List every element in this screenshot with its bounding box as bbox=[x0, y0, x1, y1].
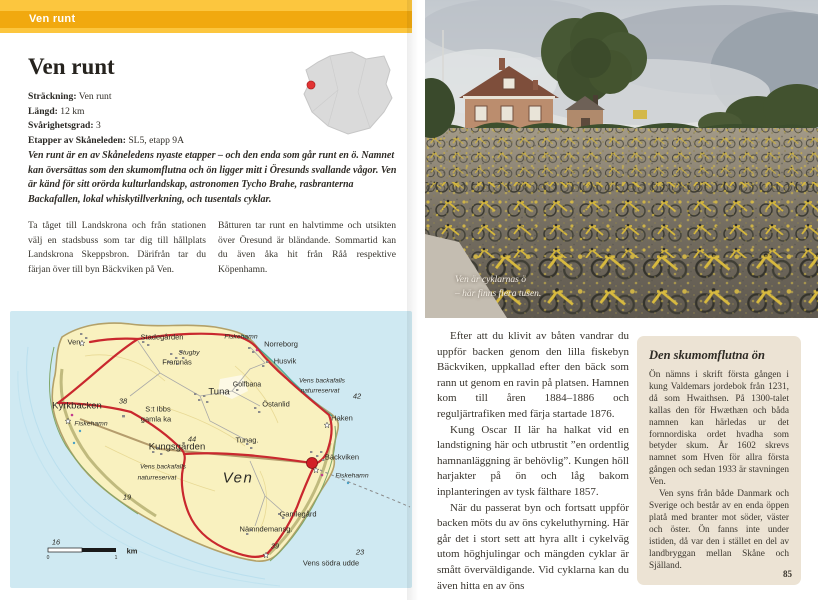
locator-map bbox=[300, 50, 396, 140]
map-labels bbox=[10, 311, 412, 588]
fact-label: Etapper av Skåneleden: bbox=[28, 134, 126, 146]
sidebar-paragraph: Ön nämns i skrift första gången i kung Valdemars jordebok från 1231, då som Hwaithsen. På 1300-talet kallas den för Hwæthæn och båda namnen kan härledas ur det fornnordiska ordet hvadha som betyder skum. År 1602 skrevs namnet som Hven för allra första gången och sedan 1933 är stavningen Ven. bbox=[649, 370, 789, 488]
map-label: 23 bbox=[355, 547, 365, 557]
map-label: Kungsgården bbox=[148, 441, 206, 453]
map-label: Fiskehamn bbox=[74, 420, 108, 428]
page-title: Ven runt bbox=[28, 54, 115, 79]
fact-value: Ven runt bbox=[78, 91, 112, 102]
sidebar-title: Den skumomflutna ön bbox=[649, 348, 766, 362]
page-number: 85 bbox=[783, 569, 792, 579]
map-label: Vens backafalls bbox=[299, 377, 345, 385]
map-label: naturreservat bbox=[137, 474, 177, 482]
map-label: Tunag. bbox=[235, 435, 259, 445]
fact-row bbox=[28, 119, 184, 134]
map-label: Kyrkbacken bbox=[52, 400, 102, 412]
locator-svg bbox=[300, 50, 396, 140]
map-label: Ven bbox=[222, 469, 254, 487]
photo-caption bbox=[455, 274, 541, 301]
map-label: Ven bbox=[67, 337, 81, 347]
caption-line-1: Ven är cyklarnas ö bbox=[455, 275, 526, 285]
parasol bbox=[633, 110, 647, 119]
header-band bbox=[0, 0, 412, 33]
header-strip bbox=[0, 11, 412, 28]
text-column-1: Ta tåget till Landskrona och från stationen välj en stadsbuss som tar dig till hållplats Landskrona Skeppsbron. Därifrån tar du färjan över till byn Bäckviken på Ven. bbox=[28, 220, 206, 275]
map-label: Vens södra udde bbox=[302, 558, 360, 568]
text-column-2: Båtturen tar runt en halvtimme och utsikten över Öresund är bländande. Sommartid kan du även åka hit från Råå respektive Köpenhamn. bbox=[218, 220, 396, 275]
map-label: 1 bbox=[114, 555, 118, 561]
map-label: Gamlegård bbox=[279, 509, 317, 519]
map-label: Haken bbox=[331, 413, 353, 423]
map-label: Tuna bbox=[208, 386, 230, 398]
island-map bbox=[10, 311, 412, 588]
fact-row bbox=[28, 134, 184, 149]
map-label: 38 bbox=[118, 396, 128, 406]
map-label: Fiskehamn bbox=[224, 333, 258, 341]
header-label: Ven runt bbox=[29, 13, 76, 25]
fact-label: Svårighetsgrad: bbox=[28, 120, 94, 132]
location-dot bbox=[307, 81, 315, 89]
body-paragraph: Efter att du klivit av båten vandrar du uppför backen genom den lilla fiskebyn Bäckviken, uppkallad efter den bäck som rann ut genom en ravin på platsen. Hamnen kom till åren 1884–1886 och reguljärtrafiken med färja startade 1876. bbox=[437, 330, 629, 420]
caption-line-2: – här finns flera tusen. bbox=[455, 288, 542, 299]
map-label: Vens backafalls bbox=[140, 463, 186, 471]
body-paragraph: När du passerat byn och fortsatt uppför backen möts du av öns cykeluthyrning. Här går det i stort sett att hyra allt i cykelväg utom höghjulingar och mängden cyklar är smått överväldigande. Vid cyklarna kan du även hitta en av öns bbox=[437, 501, 629, 592]
map-label: gamla ka bbox=[140, 414, 172, 424]
map-label: Fiskehamn bbox=[335, 472, 369, 480]
fact-row bbox=[28, 90, 184, 105]
fact-label: Längd: bbox=[28, 105, 58, 117]
map-label: Stadegården bbox=[140, 332, 184, 342]
map-label: S:t Ibbs bbox=[145, 404, 171, 414]
map-label: 44 bbox=[187, 434, 197, 444]
map-label: 39 bbox=[270, 541, 280, 551]
map-label: km bbox=[126, 546, 138, 556]
intro-paragraph: Ven runt är en av Skåneledens nyaste etapper – och den enda som går runt en ö. Namnet kan översättas som den skumomflutna och ön ligger mitt i Öresunds svallande vågor. Ven är känd för sitt orörda kulturlandskap, astronomen Tycho Brahe, rasbranterna Backafallen, lokal whiskytillverkning, och tusentals cyklar. bbox=[28, 150, 397, 205]
map-label: Östanlid bbox=[262, 399, 290, 409]
fact-row bbox=[28, 105, 184, 120]
map-label: 16 bbox=[51, 537, 61, 547]
map-label: Stugby bbox=[178, 349, 200, 357]
map-label: Norreborg bbox=[264, 339, 298, 349]
skane-shape bbox=[304, 52, 392, 134]
map-label: 42 bbox=[352, 391, 362, 401]
main-column bbox=[437, 329, 629, 594]
facts-list bbox=[28, 90, 184, 148]
map-label: Bäckviken bbox=[324, 452, 360, 462]
map-label: Golfbana bbox=[232, 381, 262, 389]
sidebar-paragraph: Ven syns från både Danmark och Sverige och består av en enda öppen platå med branter mot söder, väster och öster. Ön fanns inte under istiden, då var den i stället en del av landbryggan mellan Skåne och Själland. bbox=[649, 489, 789, 571]
body-paragraph: Kung Oscar II lär ha halkat vid en landstigning här och utbrustit ”en ordentlig hamnanläggning är behövlig”. Kungen höll harjakter på ön och låg bakom inplanteringen av tysk fälthare 1857. bbox=[437, 423, 629, 498]
sidebar-box bbox=[637, 336, 801, 585]
map-label: 19 bbox=[122, 492, 132, 502]
map-label: Nämndemansg. bbox=[239, 524, 293, 534]
page-gutter bbox=[407, 0, 423, 600]
photo-svg bbox=[425, 0, 818, 318]
fact-label: Sträckning: bbox=[28, 91, 77, 102]
map-label: naturreservat bbox=[300, 387, 340, 395]
fact-value: 3 bbox=[95, 120, 101, 132]
map-label: 0 bbox=[46, 555, 50, 561]
photo bbox=[425, 0, 818, 318]
map-label: Husvik bbox=[273, 356, 297, 366]
fact-value: SL5, etapp 9A bbox=[128, 134, 185, 146]
map-label: Framnäs bbox=[162, 357, 192, 367]
fact-value: 12 km bbox=[60, 105, 85, 117]
